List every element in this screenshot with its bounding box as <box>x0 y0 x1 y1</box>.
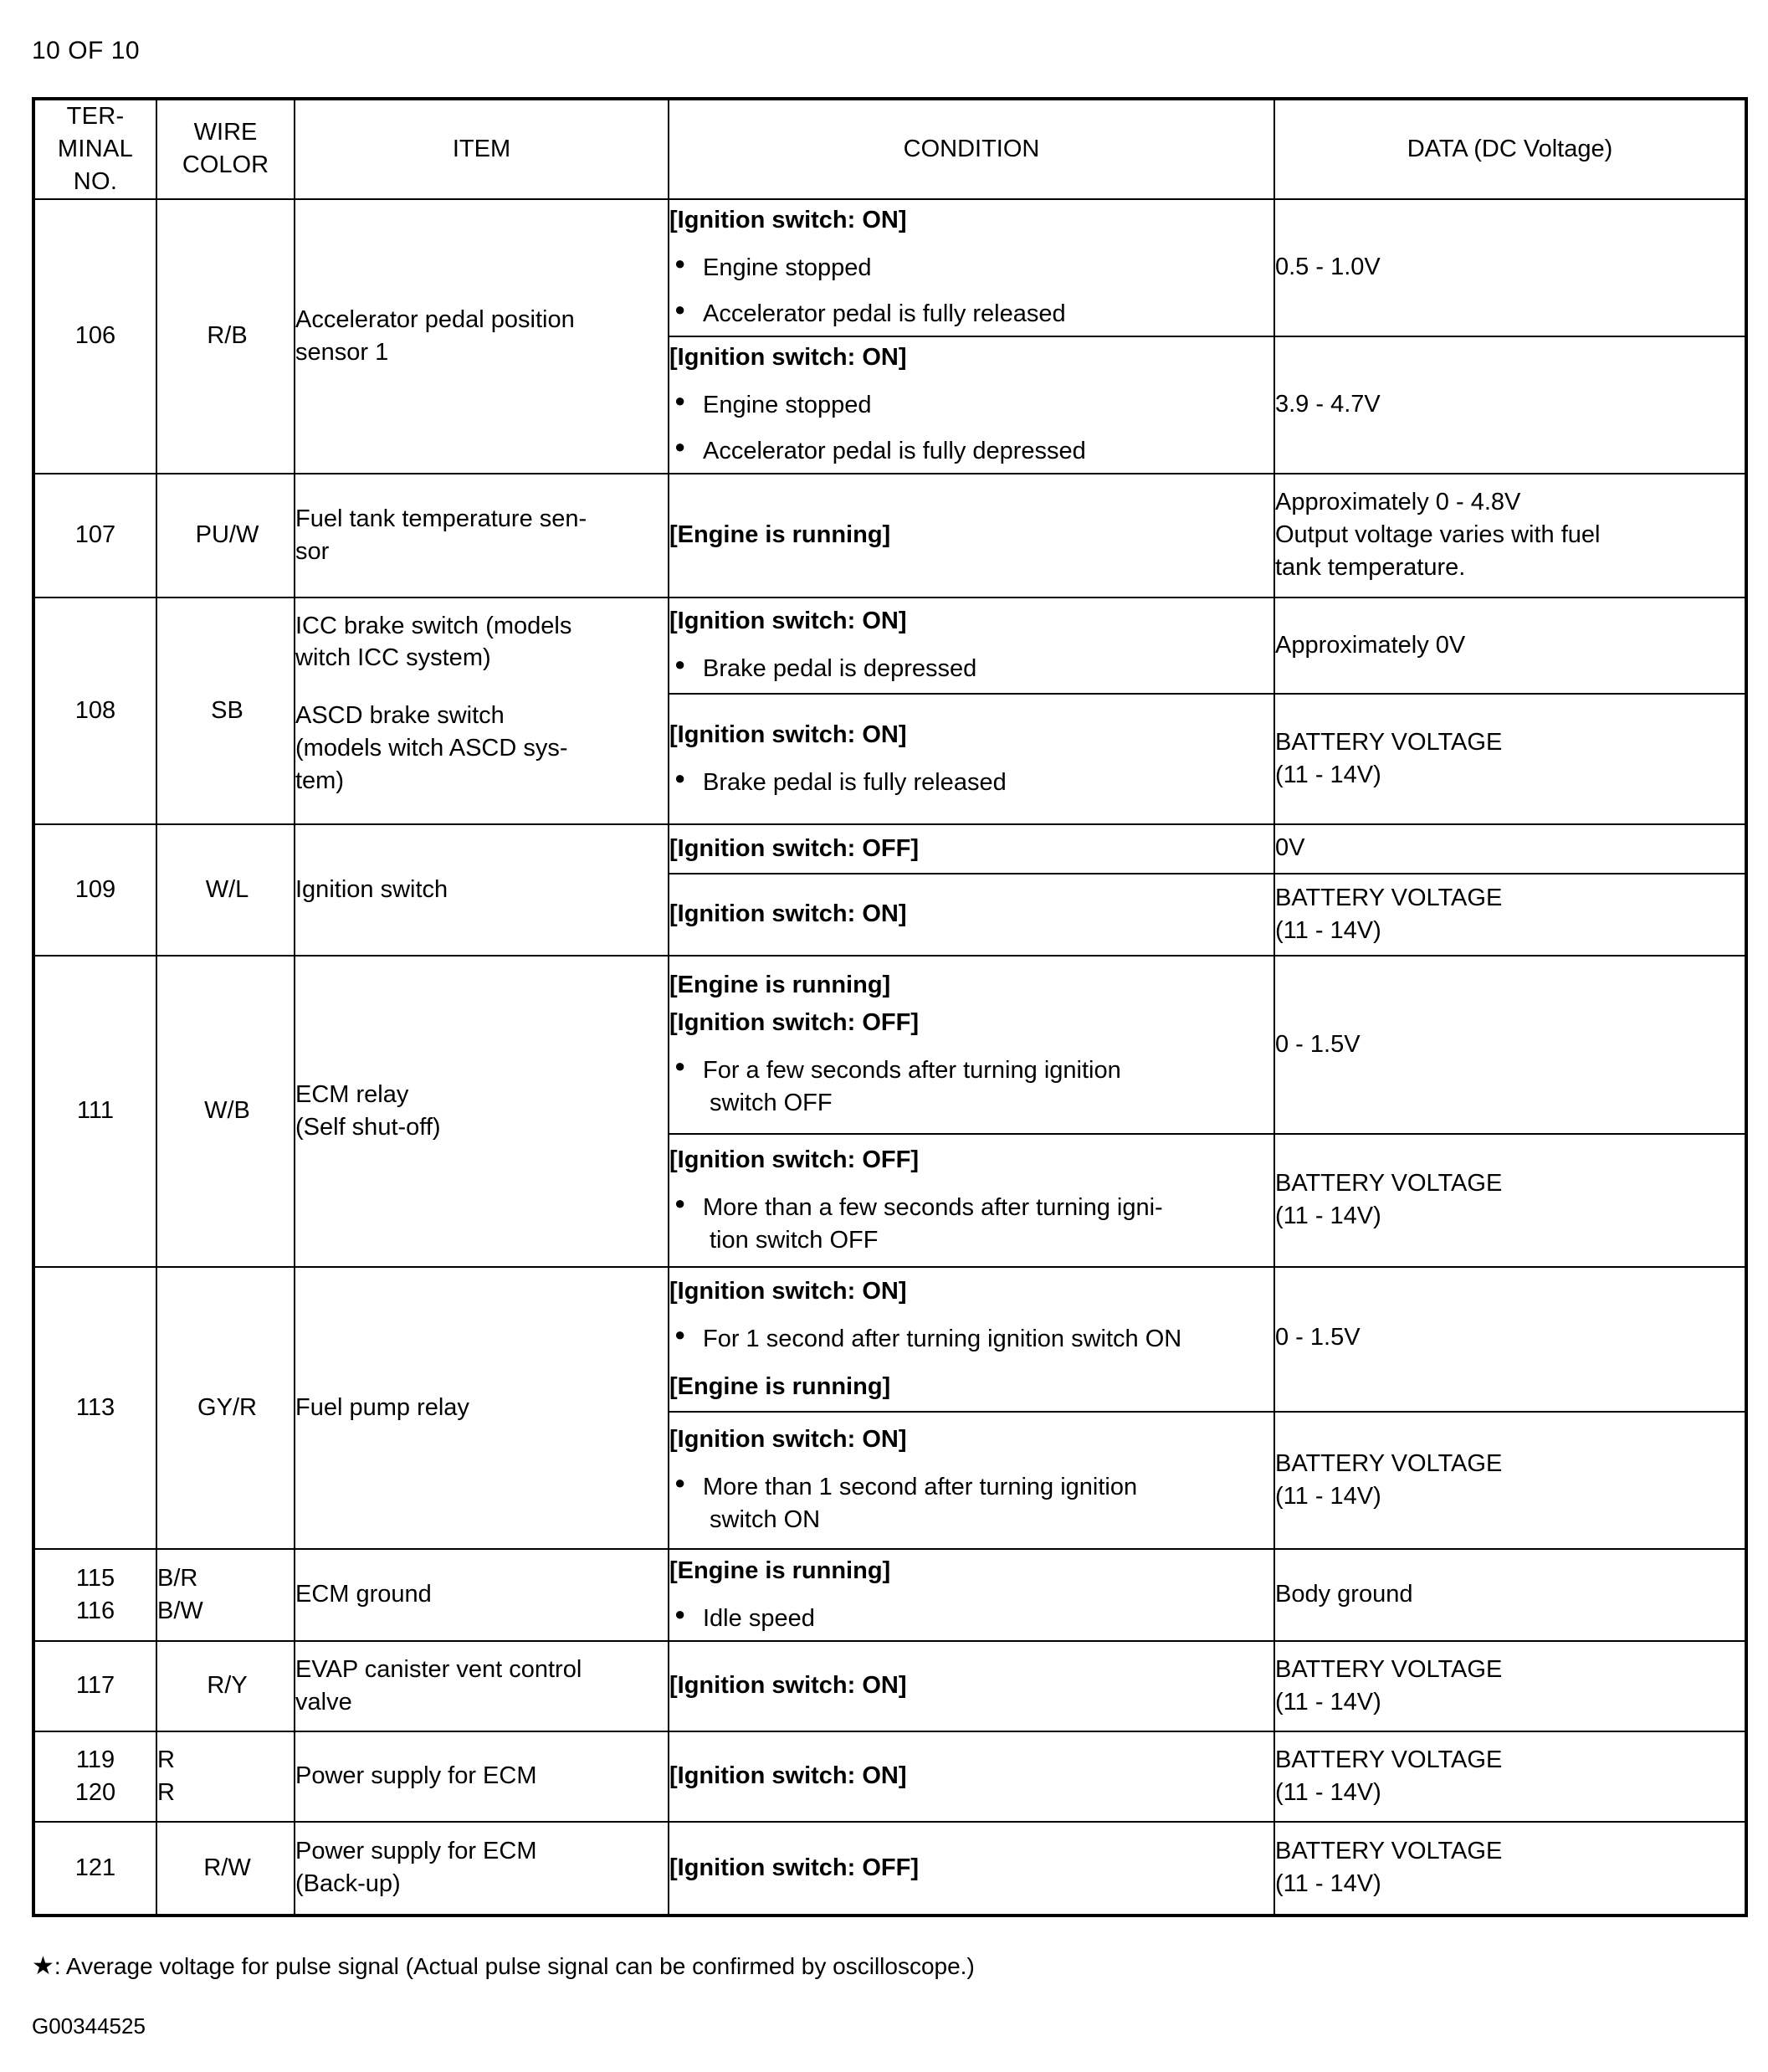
item-line: witch ICC system) <box>295 644 491 672</box>
cell-data <box>1275 200 1745 336</box>
item-line: valve <box>295 1688 352 1716</box>
data-subrow <box>1275 957 1745 1134</box>
cell-condition <box>669 825 1273 874</box>
item-line: EVAP canister vent control <box>295 1655 582 1683</box>
data-line: (11 - 14V) <box>1275 1482 1381 1510</box>
table-row <box>33 1822 1746 1916</box>
data-line: BATTERY VOLTAGE <box>1275 884 1503 911</box>
condition-heading: [Ignition switch: ON] <box>669 1426 907 1454</box>
data-line: 0V <box>1275 833 1305 861</box>
data-line: (11 - 14V) <box>1275 761 1381 788</box>
condition-heading: [Engine is running] <box>669 1557 891 1584</box>
condition-heading: [Engine is running] <box>669 972 891 999</box>
cell-data-group <box>1274 824 1746 956</box>
condition-subrow <box>669 957 1273 1134</box>
header-wire-color <box>156 99 295 199</box>
wire-color-line: R <box>157 1778 175 1806</box>
item-line: Ignition switch <box>295 875 448 903</box>
item-line: sor <box>295 537 330 565</box>
condition-heading-tail: [Engine is running] <box>669 1372 891 1400</box>
cell-terminal-no: 106 <box>33 199 156 474</box>
header-terminal-no-line3: NO. <box>73 167 118 195</box>
data-subrow <box>1275 1412 1745 1548</box>
data-subrow <box>1275 336 1745 473</box>
cell-condition <box>669 474 1274 597</box>
condition-bullet <box>669 1471 1273 1536</box>
cell-condition-group <box>669 597 1274 824</box>
condition-heading: [Ignition switch: OFF] <box>669 834 920 862</box>
table-row <box>33 199 1746 474</box>
data-line: (11 - 14V) <box>1275 1778 1381 1806</box>
condition-heading-2: [Ignition switch: OFF] <box>669 1009 920 1037</box>
cell-item <box>295 956 669 1267</box>
condition-subtable <box>669 200 1273 473</box>
data-subtable <box>1275 957 1745 1266</box>
cell-condition <box>669 1268 1273 1412</box>
cell-wire-color: R/W <box>156 1822 295 1916</box>
data-subrow <box>1275 200 1745 336</box>
page-label: 10 OF 10 <box>32 37 141 64</box>
table-row <box>33 1731 1746 1822</box>
condition-subrow <box>669 336 1273 473</box>
cell-condition-group <box>669 956 1274 1267</box>
condition-bullet <box>669 1192 1273 1257</box>
condition-bullet: ● Engine stopped <box>669 389 1273 422</box>
data-subtable <box>1275 200 1745 473</box>
footnote-text: : Average voltage for pulse signal (Actual pulse signal can be confirmed by oscilloscope.) <box>54 1953 975 1979</box>
header-row <box>33 99 1746 199</box>
condition-bullet-continuation: switch ON <box>710 1506 821 1533</box>
cell-item <box>295 474 669 597</box>
condition-bullet-text: For a few seconds after turning ignition <box>703 1057 1121 1085</box>
condition-subtable <box>669 1268 1273 1548</box>
table-header <box>33 99 1746 199</box>
condition-bullet-continuation: switch OFF <box>710 1089 833 1116</box>
cell-condition <box>669 336 1273 473</box>
cell-item <box>295 199 669 474</box>
cell-condition <box>669 1134 1273 1266</box>
data-line: BATTERY VOLTAGE <box>1275 1655 1503 1683</box>
item-line: Fuel tank temperature sen- <box>295 505 587 532</box>
condition-heading: [Ignition switch: ON] <box>669 1762 907 1790</box>
cell-data <box>1274 1822 1746 1916</box>
item-line: Power supply for ECM <box>295 1838 537 1865</box>
condition-bullet-text: More than 1 second after turning ignition <box>703 1474 1138 1501</box>
cell-condition <box>669 1822 1274 1916</box>
cell-condition <box>669 874 1273 955</box>
cell-condition <box>669 1412 1273 1548</box>
cell-data-group <box>1274 597 1746 824</box>
item-line: ECM ground <box>295 1581 432 1608</box>
cell-wire-color: GY/R <box>156 1267 295 1549</box>
item-spacer <box>295 674 668 700</box>
data-line: (11 - 14V) <box>1275 1688 1381 1716</box>
condition-heading: [Engine is running] <box>669 521 891 549</box>
cell-terminal-no: 109 <box>33 824 156 956</box>
header-terminal-no-line2: MINAL <box>57 135 134 162</box>
data-subtable <box>1275 1268 1745 1548</box>
table-row <box>33 824 1746 956</box>
cell-condition <box>669 694 1273 823</box>
cell-data <box>1274 474 1746 597</box>
cell-condition <box>669 1641 1274 1731</box>
header-data: DATA (DC Voltage) <box>1274 99 1746 199</box>
condition-subtable <box>669 825 1273 955</box>
condition-subrow <box>669 1412 1273 1548</box>
condition-bullet-continuation: tion switch OFF <box>710 1226 879 1254</box>
data-line: tank temperature. <box>1275 554 1466 581</box>
ecm-terminal-spec-table <box>32 97 1748 1917</box>
item-line: ICC brake switch (models <box>295 612 572 639</box>
cell-data <box>1275 957 1745 1134</box>
document-id: G00344525 <box>32 2013 146 2039</box>
data-line: 0 - 1.5V <box>1275 1323 1361 1351</box>
cell-data <box>1275 874 1745 955</box>
data-subrow <box>1275 598 1745 694</box>
cell-data <box>1275 336 1745 473</box>
cell-terminal-no: 113 <box>33 1267 156 1549</box>
condition-bullet: ● Idle speed <box>669 1603 1273 1635</box>
condition-bullet: ● Brake pedal is fully released <box>669 767 1273 799</box>
data-line: BATTERY VOLTAGE <box>1275 1746 1503 1773</box>
data-line: (11 - 14V) <box>1275 916 1381 944</box>
item-line: (Self shut-off) <box>295 1113 441 1141</box>
cell-wire-color: SB <box>156 597 295 824</box>
table-row <box>33 1641 1746 1731</box>
cell-terminal-no: 108 <box>33 597 156 824</box>
footnote <box>32 1953 975 1980</box>
item-line: ECM relay <box>295 1080 409 1108</box>
condition-subrow <box>669 598 1273 694</box>
condition-bullet: ● Brake pedal is depressed <box>669 653 1273 685</box>
header-condition: CONDITION <box>669 99 1274 199</box>
cell-data-group <box>1274 1267 1746 1549</box>
header-item: ITEM <box>295 99 669 199</box>
condition-subtable <box>669 957 1273 1266</box>
header-wire-color-line2: COLOR <box>182 151 269 179</box>
header-wire-color-line1: WIRE <box>193 119 258 146</box>
data-line: Approximately 0V <box>1275 631 1466 659</box>
cell-wire-color: R/Y <box>156 1641 295 1731</box>
cell-item <box>295 1641 669 1731</box>
header-terminal-no <box>33 99 156 199</box>
condition-subrow <box>669 874 1273 955</box>
cell-wire-color: PU/W <box>156 474 295 597</box>
cell-item <box>295 1731 669 1822</box>
condition-subrow <box>669 1268 1273 1412</box>
condition-bullet: ● Engine stopped <box>669 252 1273 285</box>
cell-wire-color: R/B <box>156 199 295 474</box>
terminal-no-line: 119 <box>75 1746 115 1774</box>
cell-condition <box>669 1731 1274 1822</box>
condition-heading: [Ignition switch: ON] <box>669 721 907 748</box>
cell-terminal-no: 111 <box>33 956 156 1267</box>
data-line: Approximately 0 - 4.8V <box>1275 489 1521 516</box>
item-line: Fuel pump relay <box>295 1393 469 1421</box>
cell-condition-group <box>669 199 1274 474</box>
condition-subrow <box>669 1134 1273 1266</box>
data-line: Output voltage varies with fuel <box>1275 521 1601 549</box>
data-line: 0 - 1.5V <box>1275 1030 1361 1058</box>
cell-condition <box>669 200 1273 336</box>
cell-data <box>1274 1731 1746 1822</box>
terminal-no-line: 116 <box>75 1597 115 1624</box>
cell-data <box>1275 1134 1745 1266</box>
cell-terminal-no <box>33 1731 156 1822</box>
condition-heading: [Ignition switch: ON] <box>669 344 907 372</box>
cell-data-group <box>1274 199 1746 474</box>
data-subrow <box>1275 694 1745 823</box>
data-subtable <box>1275 598 1745 823</box>
table-row <box>33 1549 1746 1641</box>
data-line: Body ground <box>1275 1581 1413 1608</box>
cell-item <box>295 824 669 956</box>
condition-heading: [Ignition switch: OFF] <box>669 1146 920 1173</box>
condition-heading: [Ignition switch: ON] <box>669 608 907 635</box>
condition-bullet-text: More than a few seconds after turning igni- <box>703 1193 1163 1221</box>
data-subrow <box>1275 874 1745 955</box>
cell-data <box>1274 1549 1746 1641</box>
data-subrow <box>1275 1268 1745 1412</box>
condition-subrow <box>669 694 1273 823</box>
condition-bullet <box>669 1054 1273 1120</box>
condition-heading: [Ignition switch: ON] <box>669 1672 907 1700</box>
table-row <box>33 956 1746 1267</box>
cell-data <box>1275 598 1745 694</box>
cell-condition-group <box>669 824 1274 956</box>
cell-condition-group <box>669 1267 1274 1549</box>
data-subtable <box>1275 825 1745 955</box>
cell-terminal-no: 117 <box>33 1641 156 1731</box>
terminal-no-line: 120 <box>74 1778 116 1806</box>
data-subrow <box>1275 825 1745 874</box>
condition-subtable <box>669 598 1273 823</box>
cell-wire-color: W/L <box>156 824 295 956</box>
table-body <box>33 199 1746 1916</box>
cell-wire-color <box>156 1549 295 1641</box>
wire-color-line: B/R <box>157 1565 198 1592</box>
cell-terminal-no: 107 <box>33 474 156 597</box>
data-line: BATTERY VOLTAGE <box>1275 1170 1503 1198</box>
data-line: BATTERY VOLTAGE <box>1275 1838 1503 1865</box>
condition-heading: [Ignition switch: OFF] <box>669 1854 920 1881</box>
condition-bullet: ● Accelerator pedal is fully depressed <box>669 435 1273 468</box>
cell-terminal-no: 121 <box>33 1822 156 1916</box>
data-line: (11 - 14V) <box>1275 1203 1381 1230</box>
item-line: Power supply for ECM <box>295 1762 537 1790</box>
cell-data <box>1275 1412 1745 1548</box>
item-line: Accelerator pedal position <box>295 305 575 333</box>
header-terminal-no-line1: TER- <box>66 103 125 130</box>
data-line: 0.5 - 1.0V <box>1275 254 1381 281</box>
terminal-no-line: 115 <box>75 1565 115 1592</box>
condition-heading: [Ignition switch: ON] <box>669 207 907 234</box>
cell-condition <box>669 1549 1274 1641</box>
item-line: ASCD brake switch <box>295 702 505 730</box>
condition-heading: [Ignition switch: ON] <box>669 1277 907 1305</box>
cell-terminal-no <box>33 1549 156 1641</box>
item-line: tem) <box>295 767 344 795</box>
condition-subrow <box>669 825 1273 874</box>
data-subrow <box>1275 1134 1745 1266</box>
data-line: BATTERY VOLTAGE <box>1275 1449 1503 1477</box>
cell-item <box>295 1267 669 1549</box>
item-line: (models witch ASCD sys- <box>295 735 568 762</box>
cell-item <box>295 1549 669 1641</box>
condition-heading: [Ignition switch: ON] <box>669 900 907 928</box>
condition-subrow <box>669 200 1273 336</box>
cell-item <box>295 597 669 824</box>
cell-wire-color <box>156 1731 295 1822</box>
condition-bullet: ● Accelerator pedal is fully released <box>669 298 1273 331</box>
item-line: sensor 1 <box>295 338 389 366</box>
cell-condition <box>669 957 1273 1134</box>
table-row <box>33 474 1746 597</box>
cell-condition <box>669 598 1273 694</box>
data-line: 3.9 - 4.7V <box>1275 391 1381 418</box>
cell-item <box>295 1822 669 1916</box>
cell-data <box>1275 694 1745 823</box>
table-row <box>33 1267 1746 1549</box>
condition-bullet: ● For 1 second after turning ignition switch ON <box>669 1323 1273 1356</box>
wire-color-line: B/W <box>157 1597 203 1624</box>
table-row <box>33 597 1746 824</box>
cell-data <box>1274 1641 1746 1731</box>
data-line: BATTERY VOLTAGE <box>1275 728 1503 756</box>
data-line: (11 - 14V) <box>1275 1870 1381 1898</box>
wire-color-line: R <box>157 1746 175 1774</box>
cell-data <box>1275 825 1745 874</box>
cell-data <box>1275 1268 1745 1412</box>
cell-data-group <box>1274 956 1746 1267</box>
item-line: (Back-up) <box>295 1870 401 1898</box>
star-icon: ★ <box>32 1952 54 1980</box>
cell-wire-color: W/B <box>156 956 295 1267</box>
